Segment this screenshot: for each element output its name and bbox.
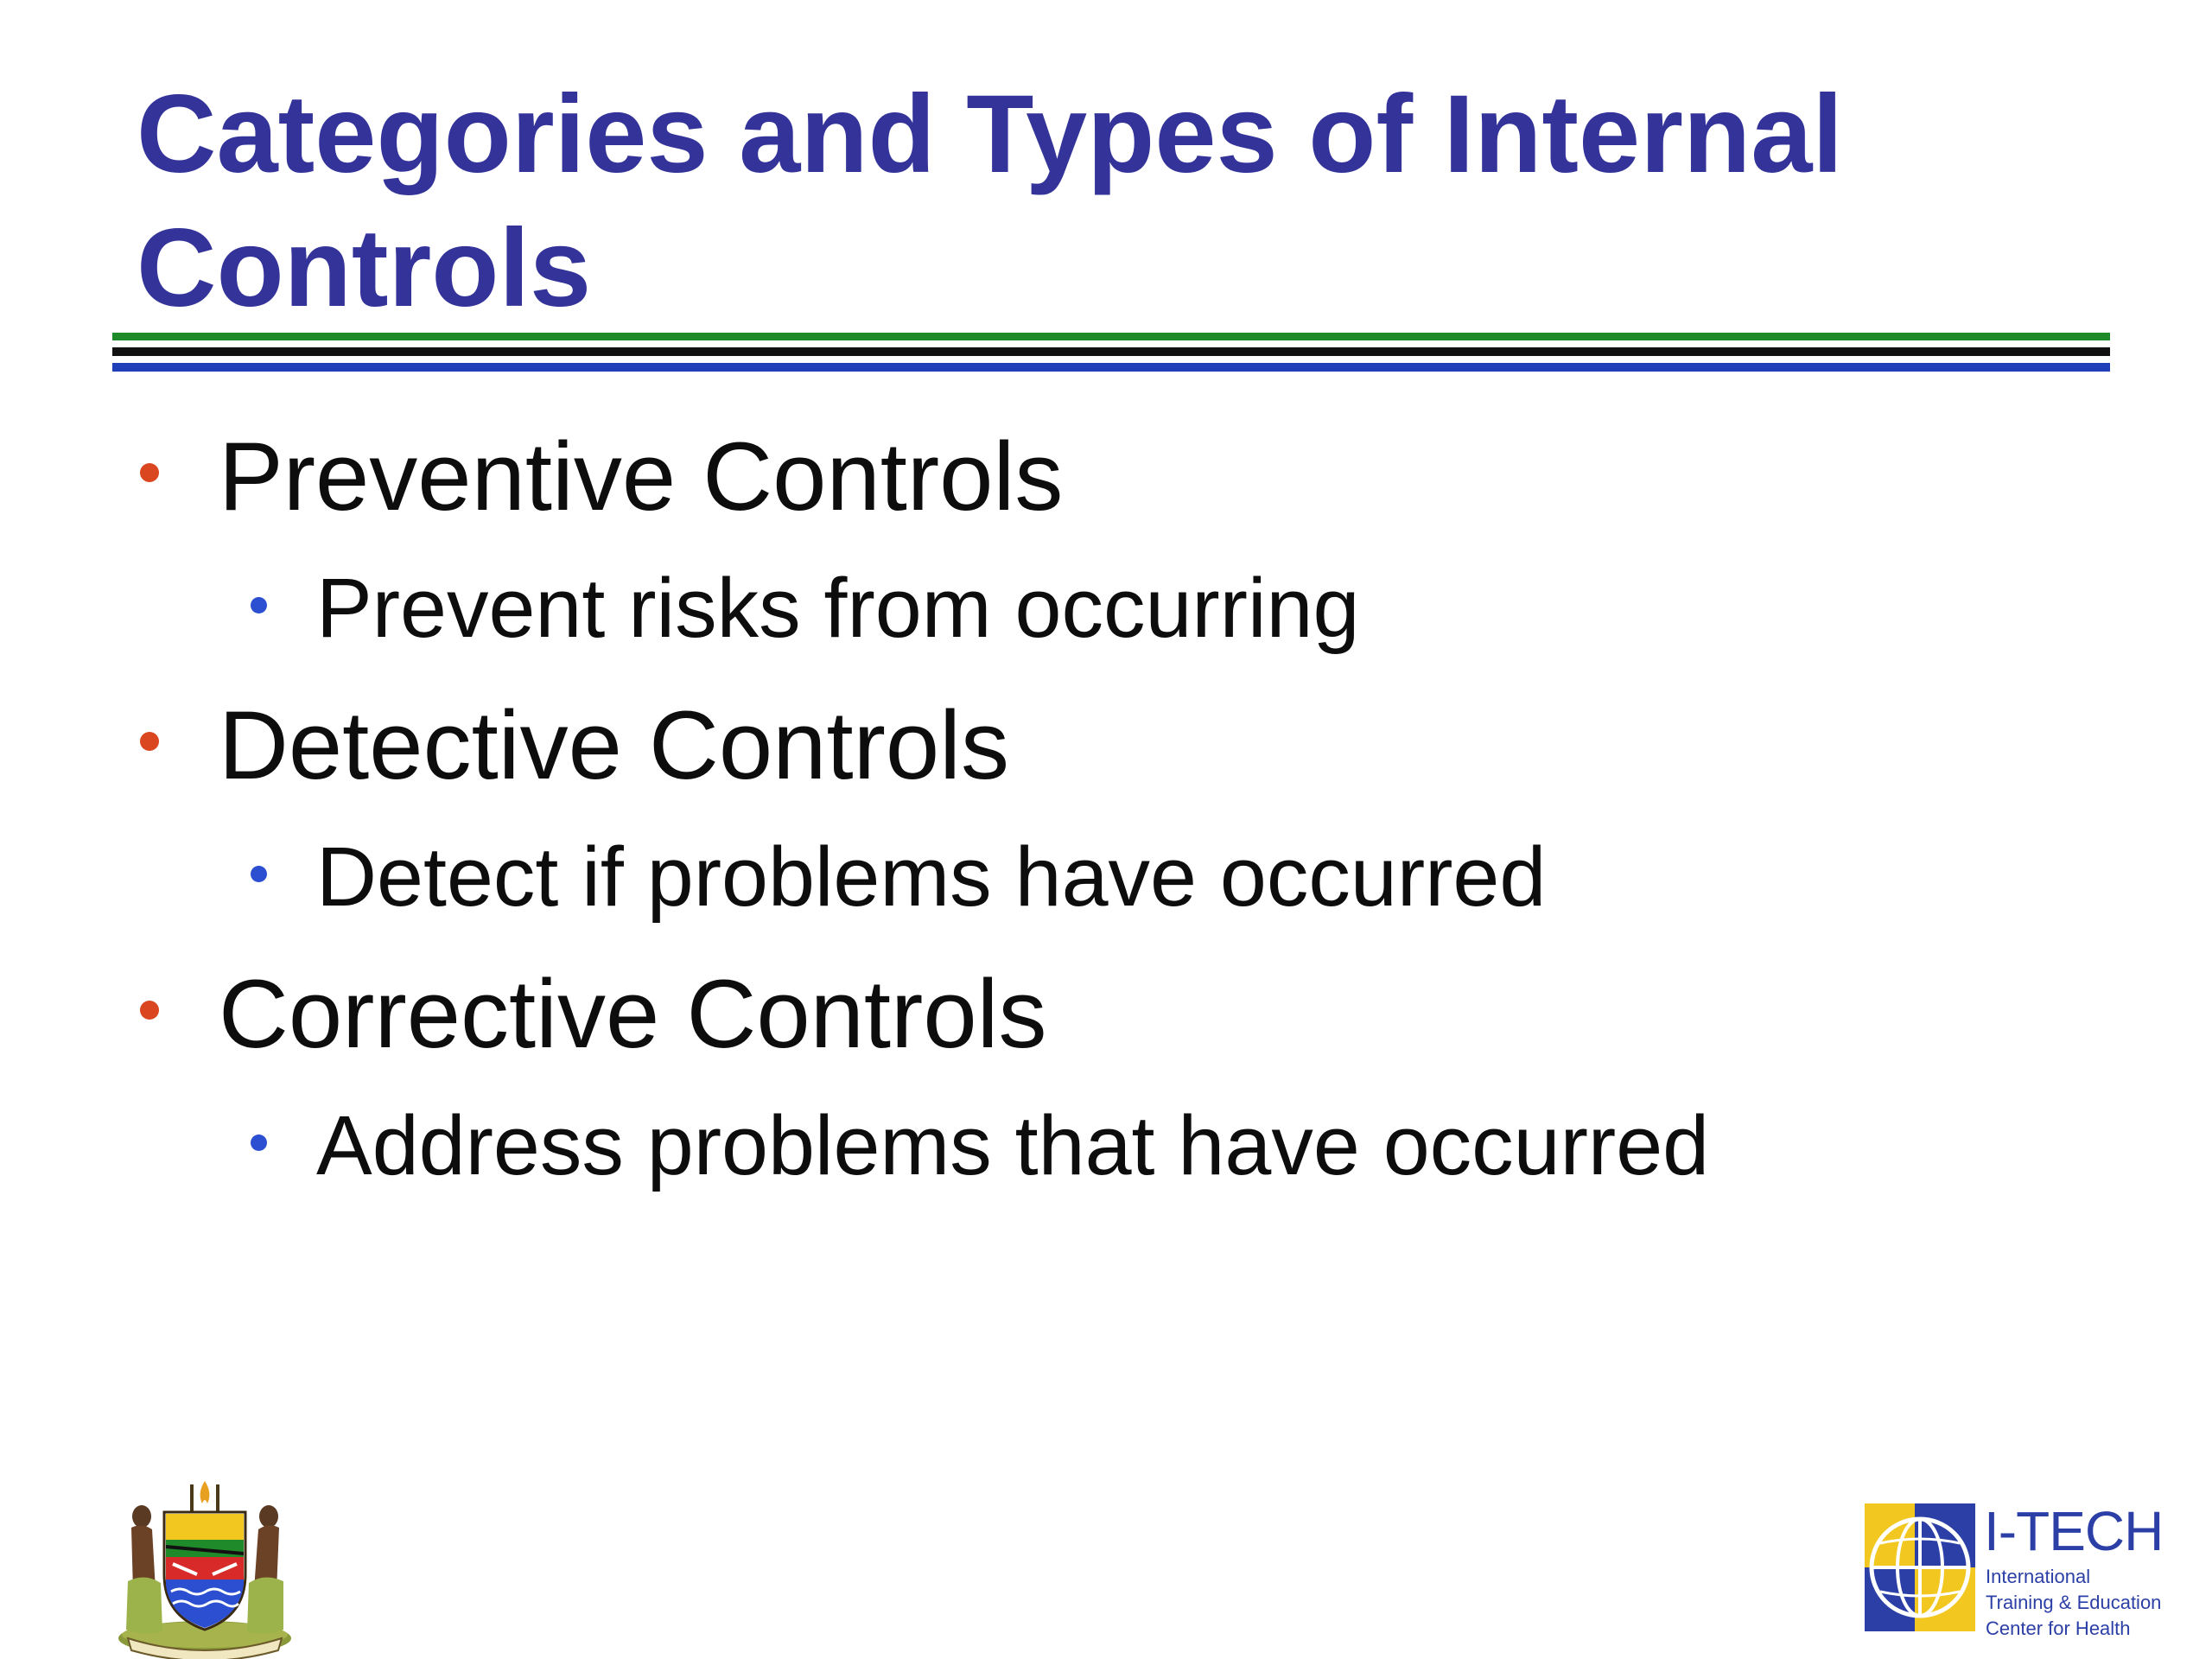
itech-logo-line2: Training & Education bbox=[1986, 1592, 2162, 1613]
itech-logo-name: I-TECH bbox=[1984, 1500, 2164, 1562]
sub-bullet-marker bbox=[251, 1135, 267, 1151]
sub-bullet-marker bbox=[251, 597, 267, 613]
bullet-heading: Preventive Controls bbox=[219, 423, 1064, 531]
bullet-marker bbox=[140, 732, 159, 751]
itech-logo-line3: Center for Health bbox=[1986, 1618, 2131, 1639]
coat-of-arms-icon bbox=[111, 1478, 299, 1659]
slide-title: Categories and Types of Internal Controls bbox=[137, 73, 1843, 330]
bullet-marker bbox=[140, 463, 159, 482]
title-rule-green bbox=[112, 333, 2110, 340]
bullet-marker bbox=[140, 1001, 159, 1020]
bullet-detail: Detect if problems have occurred bbox=[316, 830, 1547, 924]
itech-logo-line1: International bbox=[1986, 1566, 2091, 1587]
bullet-detail: Address problems that have occurred bbox=[316, 1098, 1710, 1192]
bullet-heading: Detective Controls bbox=[219, 691, 1010, 799]
title-rule-blue bbox=[112, 363, 2110, 372]
bullet-detail: Prevent risks from occurring bbox=[316, 561, 1360, 655]
sub-bullet-marker bbox=[251, 866, 267, 882]
bullet-heading: Corrective Controls bbox=[219, 960, 1047, 1068]
title-rule-black bbox=[112, 347, 2110, 356]
